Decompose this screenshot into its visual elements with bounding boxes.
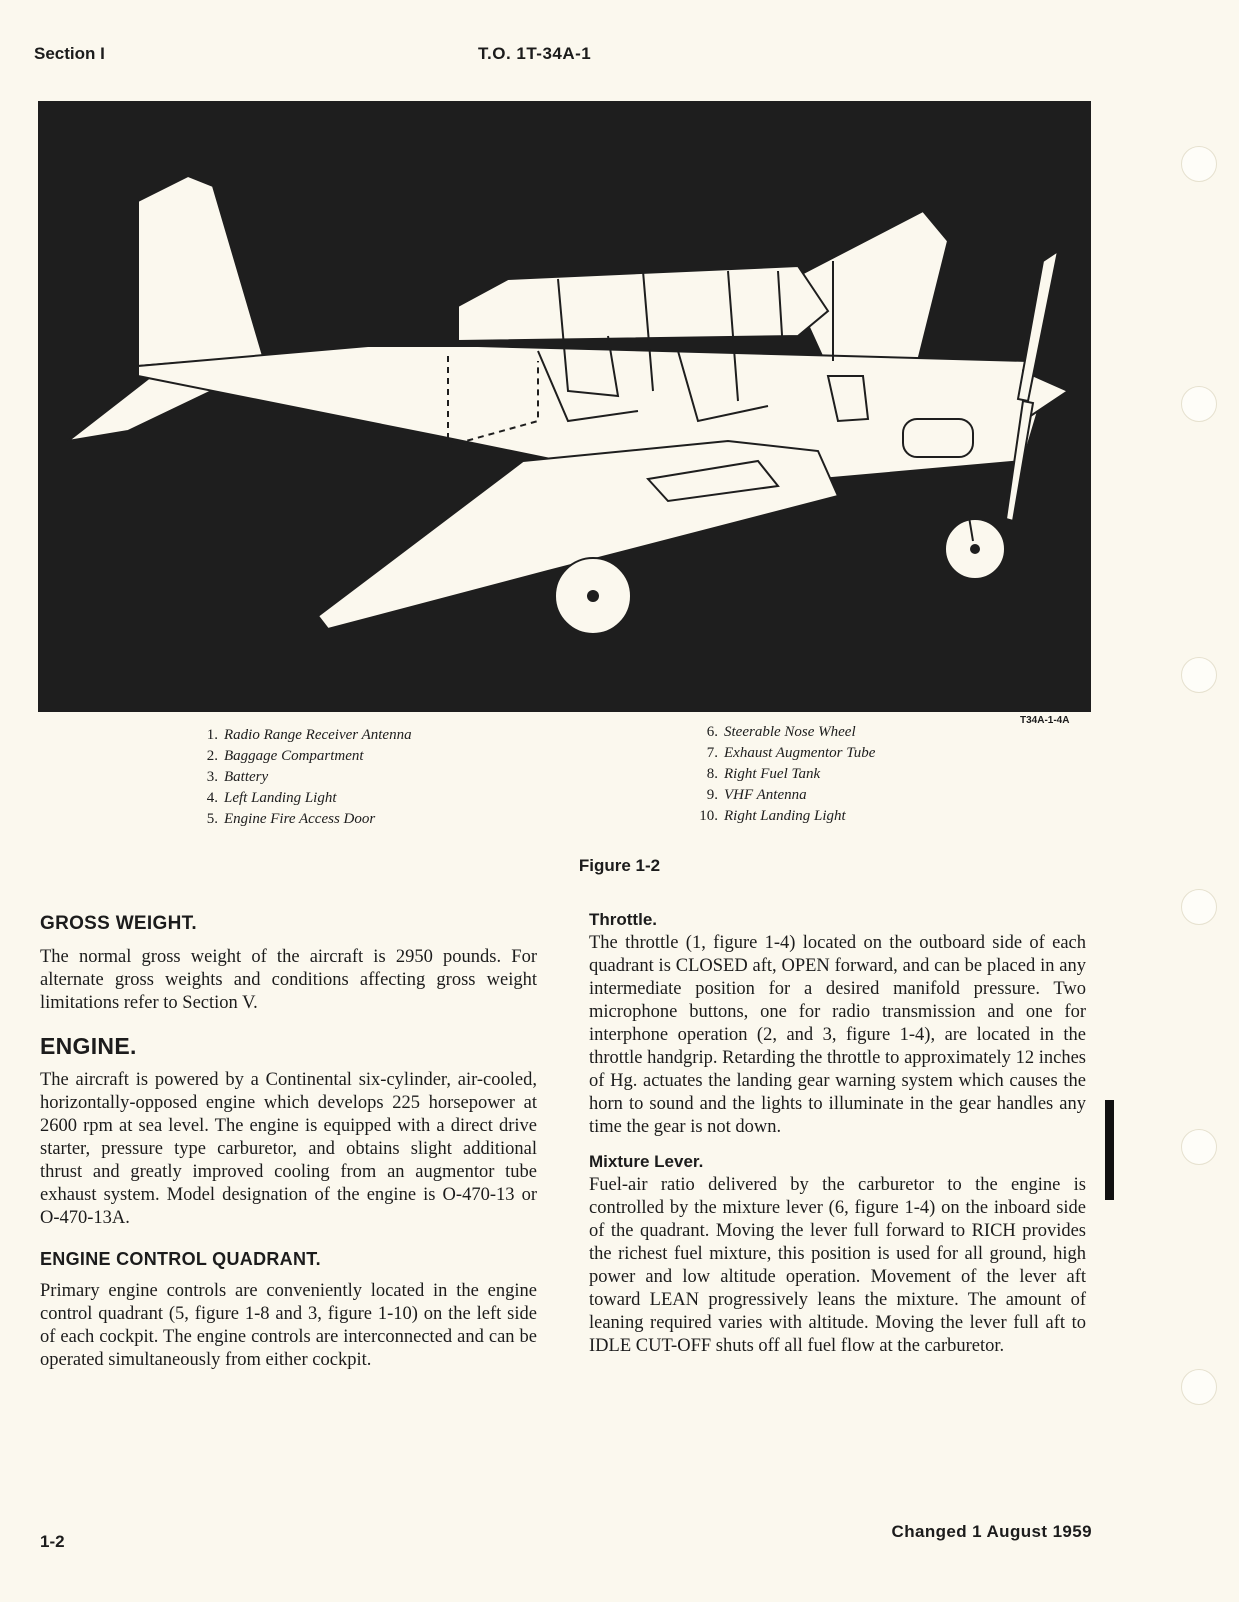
mixture-paragraph: Fuel-air ratio delivered by the carburetor to the engine is controlled by the mixture lever (6, figure 1-4) on the inboard side of the quadrant. Moving the lever full forward to RICH provides the richest fuel mixture, this position is used for all ground, high power and low altitude operation. Movement of the lever aft toward LEAN progressively leans the mixture. The amount of leaning required varies with altitude. Moving the lever full aft to IDLE CUT-OFF shuts off all fuel flow at the carburetor.	[589, 1175, 1086, 1356]
engine-heading: ENGINE.	[40, 1033, 137, 1059]
legend-item: 8. Right Fuel Tank	[706, 766, 821, 782]
legend-item: 10. Right Landing Light	[699, 808, 846, 824]
engine-access-door	[903, 419, 973, 457]
legend-item: 3. Battery	[206, 769, 269, 785]
change-bar	[1105, 1100, 1114, 1200]
quadrant-heading: ENGINE CONTROL QUADRANT.	[40, 1249, 321, 1269]
legend-item: 2. Baggage Compartment	[206, 748, 364, 764]
nose-wheel-hub	[970, 544, 980, 554]
aircraft-drawing	[38, 101, 1091, 712]
left-column	[40, 912, 537, 1372]
legend-item: 4. Left Landing Light	[206, 790, 337, 806]
document-number: T.O. 1T-34A-1	[478, 44, 592, 63]
engine-paragraph: The aircraft is powered by a Continental six-cylinder, air-cooled, horizontally-opposed engine which develops 225 horsepower at 2600 rpm at sea level. The engine is equipped with a direct drive starter, pressure type carburetor, and obtains slight additional thrust and greatly improved cooling from an augmentor tube exhaust system. Model designation of the engine is O-470-13 or O-470-13A.	[40, 1070, 537, 1228]
mixture-heading: Mixture Lever.	[589, 1152, 704, 1171]
binder-hole	[1181, 146, 1217, 182]
binder-hole	[1181, 1129, 1217, 1165]
main-wheel-hub	[587, 590, 599, 602]
throttle-paragraph: The throttle (1, figure 1-4) located on the outboard side of each quadrant is CLOSED aft, OPEN forward, and can be placed in any intermediate position for a desired manifold pressure. Two microphone buttons, one for radio transmission and one for interphone operation (2, and 3, figure 1-4), are located in the throttle handgrip. Retarding the throttle to approximately 12 inches of Hg. actuates the landing gear warning system which causes the horn to sound and the lights to illuminate in the gear handles any time the gear is not down.	[589, 933, 1086, 1137]
page-number: 1-2	[40, 1532, 65, 1551]
legend-item: 5. Engine Fire Access Door	[206, 811, 376, 827]
gross-weight-heading: GROSS WEIGHT.	[40, 913, 197, 934]
binder-hole	[1181, 386, 1217, 422]
legend-item: 1. Radio Range Receiver Antenna	[206, 727, 412, 743]
change-date: Changed 1 August 1959	[891, 1522, 1092, 1541]
legend-item: 6. Steerable Nose Wheel	[706, 724, 856, 740]
figure-legend-right	[690, 722, 875, 827]
binder-hole	[1181, 657, 1217, 693]
section-label: Section I	[34, 44, 105, 63]
right-column	[589, 908, 1086, 1358]
binder-hole	[1181, 889, 1217, 925]
binder-hole	[1181, 1369, 1217, 1405]
quadrant-paragraph: Primary engine controls are conveniently located in the engine control quadrant (5, figure 1-8 and 3, figure 1-10) on the left side of each cockpit. The engine controls are interconnected and can be operated simultaneously from either cockpit.	[40, 1281, 537, 1370]
figure-legend-left	[190, 725, 412, 830]
aircraft-illustration	[38, 101, 1091, 712]
figure-caption: Figure 1-2	[578, 856, 661, 875]
legend-item: 9. VHF Antenna	[706, 787, 807, 803]
legend-item: 7. Exhaust Augmentor Tube	[706, 745, 876, 761]
vertical-tail	[138, 176, 263, 366]
throttle-heading: Throttle.	[589, 910, 657, 929]
gross-weight-paragraph: The normal gross weight of the aircraft is 2950 pounds. For alternate gross weights and conditions affecting gross weight limitations refer to Section V.	[40, 947, 537, 1013]
figure-code: T34A-1-4A	[1020, 715, 1070, 726]
